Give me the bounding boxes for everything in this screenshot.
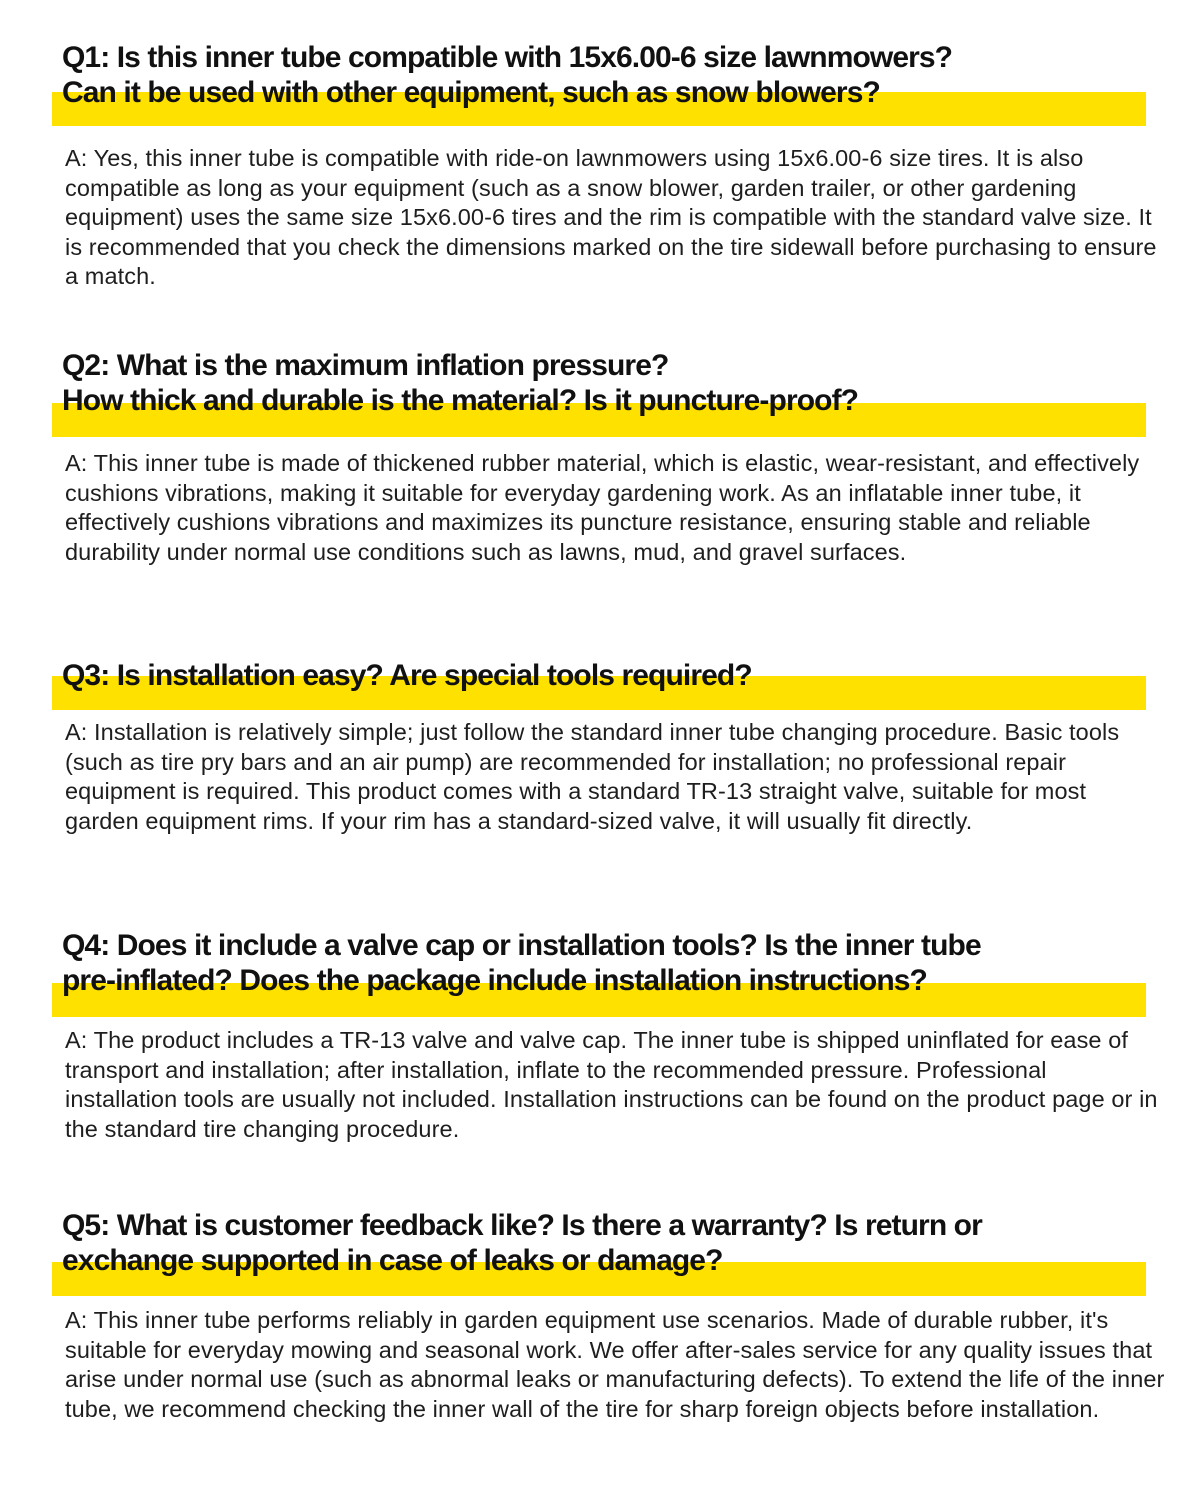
question-line: Q5: What is customer feedback like? Is there a warranty? Is return or — [62, 1209, 982, 1242]
question-line: Can it be used with other equipment, such as snow blowers? — [62, 76, 880, 109]
question-line: pre-inflated? Does the package include installation instructions? — [62, 964, 927, 997]
question-line: Q2: What is the maximum inflation pressure? — [62, 349, 669, 382]
answer-text: A: This inner tube is made of thickened rubber material, which is elastic, wear-resistant, and effectively cushions vibrations, making it suitable for everyday gardening work. As an inflatable inner tube, it effectively cushions vibrations and maximizes its puncture resistance, ensuring stable and reliable durability under normal use conditions such as lawns, mud, and gravel surfaces. — [65, 450, 1140, 565]
question-line: Q1: Is this inner tube compatible with 15x6.00-6 size lawnmowers? — [62, 41, 953, 74]
answer-text: A: Installation is relatively simple; just follow the standard inner tube changing procedure. Basic tools (such as tire pry bars and an air pump) are recommended for installation; no professional repair equipment is required. This product comes with a standard TR-13 straight valve, suitable for most garden equipment rims. If your rim has a standard-sized valve, it will usually fit directly. — [65, 719, 1120, 834]
question-heading — [62, 1208, 1162, 1278]
answer-text: A: Yes, this inner tube is compatible with ride-on lawnmowers using 15x6.00-6 size tires. It is also compatible as long as your equipment (such as a snow blower, garden trailer, or other gardening equipment) uses the same size 15x6.00-6 tires and the rim is compatible with the standard valve size. It is recommended that you check the dimensions marked on the tire sidewall before purchasing to ensure a match. — [65, 145, 1157, 290]
answer-text: A: The product includes a TR-13 valve and valve cap. The inner tube is shipped uninflated for ease of transport and installation; after installation, inflate to the recommended pressure. Professional installation tools are usually not included. Installation instructions can be found on the product page or in the standard tire changing procedure. — [65, 1027, 1158, 1142]
question-line: Q4: Does it include a valve cap or installation tools? Is the inner tube — [62, 929, 981, 962]
answer-text: A: This inner tube performs reliably in garden equipment use scenarios. Made of durable rubber, it's suitable for everyday mowing and seasonal work. We offer after-sales service for any quality issues that arise under normal use (such as abnormal leaks or manufacturing defects). To extend the life of the inner tube, we recommend checking the inner wall of the tire for sharp foreign objects before installation. — [65, 1307, 1165, 1422]
question-line: exchange supported in case of leaks or damage? — [62, 1244, 723, 1277]
question-line: How thick and durable is the material? Is it puncture-proof? — [62, 384, 859, 417]
question-line: Q3: Is installation easy? Are special tools required? — [62, 659, 752, 692]
